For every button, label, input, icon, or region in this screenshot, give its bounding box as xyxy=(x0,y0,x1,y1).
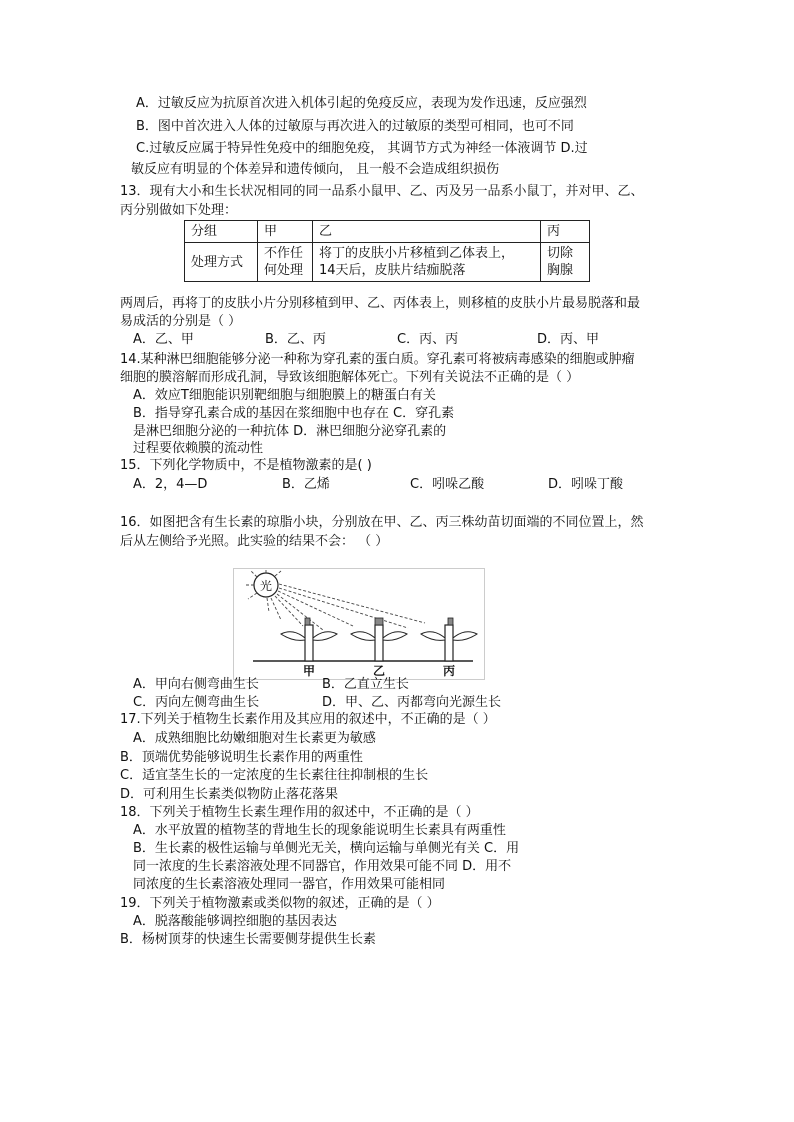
q12-option-b: B．图中首次进入人体的过敏原与再次进入的过敏原的类型可相同，也可不同 xyxy=(136,119,574,134)
q16-option-b: B．乙直立生长 xyxy=(322,677,409,692)
agar-block-icon xyxy=(375,618,383,625)
q13-stem: 13．现有大小和生长状况相同的同一品系小鼠甲、乙、丙及另一品系小鼠丁，并对甲、乙、 xyxy=(120,184,644,199)
q12-option-cd: C.过敏反应属于特异性免疫中的细胞免疫， 其调节方式为神经一体液调节 D.过 xyxy=(136,141,588,156)
seedling-figure xyxy=(233,568,485,680)
q13-option-b: B．乙、丙 xyxy=(265,332,326,347)
q18-option-bc: B．生长素的极性运输与单侧光无关，横向运输与单侧光有关 C．用 xyxy=(133,841,520,856)
q14-option-a: A．效应T细胞能识别靶细胞与细胞膜上的糖蛋白有关 xyxy=(133,388,436,403)
q13-after-cont: 易成活的分别是（ ） xyxy=(120,314,242,329)
table-cell-yi: 将丁的皮肤小片移植到乙体表上， 14天后，皮肤片结痂脱落 xyxy=(313,243,541,282)
seedling-label-yi: 乙 xyxy=(373,664,386,678)
table-header-cell: 甲 xyxy=(258,221,313,243)
q15-option-b: B．乙烯 xyxy=(282,477,330,492)
seedling-label-jia: 甲 xyxy=(303,664,316,678)
q16-option-c: C．丙向左侧弯曲生长 xyxy=(133,695,260,710)
q17-option-c: C．适宜茎生长的一定浓度的生长素往往抑制根的生长 xyxy=(120,768,429,783)
q18-option-a: A．水平放置的植物茎的背地生长的现象能说明生长素具有两重性 xyxy=(133,823,506,838)
q14-stem-cont: 细胞的膜溶解而形成孔洞，导致该细胞解体死亡。下列有关说法不正确的是（ ） xyxy=(120,370,580,385)
table-header-cell: 乙 xyxy=(313,221,541,243)
q15-option-c: C．吲哚乙酸 xyxy=(410,477,485,492)
treatment-table xyxy=(184,220,590,282)
table-header-cell: 丙 xyxy=(541,221,590,243)
light-label: 光 xyxy=(260,579,273,593)
table-row-label: 处理方式 xyxy=(185,243,258,282)
q16-stem: 16．如图把含有生长素的琼脂小块，分别放在甲、乙、丙三株幼苗切面端的不同位置上，然 xyxy=(120,515,644,530)
q18-option-d-cont: 同浓度的生长素溶液处理同一器官，作用效果可能相同 xyxy=(133,877,446,892)
q16-option-a: A．甲向右侧弯曲生长 xyxy=(133,677,259,692)
q17-option-d: D．可利用生长素类似物防止落花落果 xyxy=(120,787,339,802)
q19-stem: 19．下列关于植物激素或类似物的叙述，正确的是（ ） xyxy=(120,896,440,911)
q14-stem: 14.某种淋巴细胞能够分泌一种称为穿孔素的蛋白质。穿孔素可将被病毒感染的细胞或肿瘤 xyxy=(120,352,635,367)
q17-stem: 17.下列关于植物生长素作用及其应用的叙述中，不正确的是（ ） xyxy=(120,712,496,727)
agar-block-icon xyxy=(305,618,310,625)
q13-after: 两周后，再将丁的皮肤小片分别移植到甲、乙、丙体表上，则移植的皮肤小片最易脱落和最 xyxy=(120,296,641,311)
q14-option-d-cont: 过程要依赖膜的流动性 xyxy=(133,441,264,456)
q17-option-a: A．成熟细胞比幼嫩细胞对生长素更为敏感 xyxy=(133,731,376,746)
agar-block-icon xyxy=(448,618,453,625)
seedling-label-bing: 丙 xyxy=(443,664,456,678)
table-header-row xyxy=(185,221,590,243)
q14-option-bc: B．指导穿孔素合成的基因在浆细胞中也存在 C．穿孔素 xyxy=(133,406,455,421)
q15-option-a: A．2，4—D xyxy=(133,477,208,492)
q18-option-cd: 同一浓度的生长素溶液处理不同器官，作用效果可能不同 D．用不 xyxy=(133,859,512,874)
q14-option-cd: 是淋巴细胞分泌的一种抗体 D．淋巴细胞分泌穿孔素的 xyxy=(133,424,447,439)
q16-option-d: D．甲、乙、丙都弯向光源生长 xyxy=(322,695,502,710)
q15-option-d: D．吲哚丁酸 xyxy=(548,477,624,492)
q12-option-a: A．过敏反应为抗原首次进入机体引起的免疫反应，表现为发作迅速，反应强烈 xyxy=(136,96,587,111)
table-cell-bing: 切除 胸腺 xyxy=(541,243,590,282)
table-row xyxy=(185,243,590,282)
q13-stem-cont: 丙分别做如下处理： xyxy=(120,203,238,218)
q12-option-d-cont: 敏反应有明显的个体差异和遗传倾向， 且一般不会造成组织损伤 xyxy=(131,162,500,177)
q13-option-d: D．丙、甲 xyxy=(537,332,600,347)
q16-stem-cont: 后从左侧给予光照。此实验的结果不会： （ ） xyxy=(120,534,389,549)
q18-stem: 18．下列关于植物生长素生理作用的叙述中，不正确的是（ ） xyxy=(120,805,479,820)
q13-option-c: C．丙、丙 xyxy=(397,332,459,347)
q19-option-b: B．杨树顶芽的快速生长需要侧芽提供生长素 xyxy=(120,932,376,947)
q15-stem: 15．下列化学物质中，不是植物激素的是( ) xyxy=(120,458,372,473)
q17-option-b: B．顶端优势能够说明生长素作用的两重性 xyxy=(120,750,363,765)
q19-option-a: A．脱落酸能够调控细胞的基因表达 xyxy=(133,914,337,929)
table-header-cell: 分组 xyxy=(185,221,258,243)
table-cell-jia: 不作任 何处理 xyxy=(258,243,313,282)
q13-option-a: A．乙、甲 xyxy=(133,332,194,347)
